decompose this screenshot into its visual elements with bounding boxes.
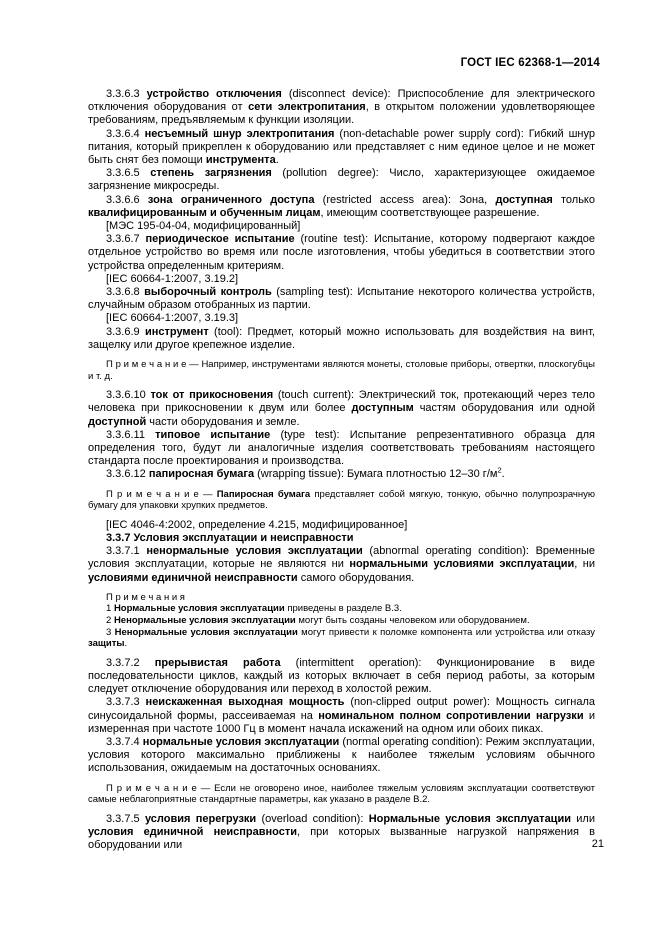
defined-term: защиты: [88, 638, 125, 650]
text-run: 3.3.6.8: [106, 286, 145, 299]
paragraph: [88, 532, 595, 545]
defined-term: доступной: [88, 415, 147, 428]
text-run: 3.3.7.4: [106, 736, 143, 749]
text-run: П р и м е ч а н и я: [106, 591, 185, 603]
paragraph: [88, 545, 595, 585]
defined-term: Папиросная бумага: [216, 488, 311, 500]
paragraph: [88, 233, 595, 273]
text-run: 3.3.6.3: [106, 88, 147, 100]
text-run: могут быть созданы человеком или оборудованием.: [295, 615, 530, 627]
defined-term: Ненормальные условия эксплуатации: [114, 626, 298, 638]
defined-term: условия перегрузки: [144, 812, 257, 825]
text-run: (restricted access area): Зона,: [314, 193, 496, 206]
text-run: (sampling test): Испытание некоторого количества устройств, случайным образом отобранных из партии.: [88, 286, 596, 312]
text-run: [IEC 4046-4:2002, определение 4.215, модифицированное]: [106, 518, 408, 531]
text-run: 3.3.7.5: [106, 812, 145, 825]
defined-term: квалифицированным и обученным лицам: [88, 206, 321, 219]
defined-term: выборочный контроль: [144, 286, 272, 299]
text-run: .: [275, 154, 279, 167]
paragraph: [88, 783, 595, 806]
text-run: (pollution degree): Число, характеризующее ожидаемое загрязнение микросреды.: [88, 167, 595, 193]
text-run: (disconnect device): Приспособление для электрического отключения оборудования от: [88, 88, 595, 114]
defined-term: Нормальные условия эксплуатации: [368, 812, 571, 825]
text-run: , имеющим соответствующее разрешение.: [320, 206, 540, 219]
defined-term: инструмента: [205, 154, 276, 167]
defined-term: несъемный шнур электропитания: [144, 127, 335, 140]
paragraph: [88, 696, 595, 736]
text-run: (tool): Предмет, который можно использовать для воздействия на винт, защелку или другое крепежное изделие.: [88, 325, 595, 351]
text-run: [IEC 60664-1:2007, 3.19.2]: [106, 272, 239, 285]
text-run: 3.3.6.11: [106, 428, 156, 441]
defined-term: прерывистая работа: [154, 656, 281, 669]
paragraph: [88, 627, 595, 650]
page-number: 21: [591, 838, 604, 850]
text-run: приведены в разделе В.3.: [284, 603, 402, 615]
defined-term: номинальном полном сопротивлении нагрузки: [318, 709, 584, 722]
paragraph: [88, 167, 595, 193]
text-run: 3.3.6.4: [106, 127, 145, 140]
text-run: , ни: [574, 558, 596, 571]
defined-term: зона ограниченного доступа: [147, 193, 315, 206]
paragraph: [88, 736, 595, 776]
defined-term: сети электропитания: [248, 101, 366, 114]
text-run: 3.3.6.7: [106, 233, 146, 246]
defined-term: доступная: [495, 193, 553, 206]
text-run: могут привести к поломке компонента или устройства или отказу: [297, 626, 595, 638]
paragraph: [88, 128, 595, 168]
text-run: самого оборудования.: [297, 571, 415, 584]
text-run: 2: [106, 615, 114, 627]
text-run: (normal operating condition): Режим эксплуатации, условия которого максимально приближены к наиболее тяжелым условиям обычного использования, ожидаемым на достаточных основаниях.: [88, 736, 595, 775]
text-run: только: [552, 193, 595, 206]
text-run: (intermittent operation): Функционирование в виде последовательности циклов, каждый из которых включает в себя период работы, за которым следует отключение оборудования или переход в холостой режим.: [88, 656, 595, 696]
text-run: (non-clipped output power): Мощность сигнала синусоидальной формы, рассеиваемая на: [88, 696, 596, 722]
text-run: 3: [106, 626, 115, 638]
text-run: (routine test): Испытание, которому подвергают каждое отдельное устройство во время или после изготовления, чтобы убедиться в соответствии этого устройства определенным критериям.: [88, 233, 595, 272]
text-run: (non-detachable power supply cord): Гибкий шнур питания, который прикреплен к оборудованию или представляет с ним единое целое и не может быть снят без помощи: [88, 127, 595, 167]
defined-term: нормальными условиями эксплуатации: [349, 558, 575, 571]
text-run: (overload condition):: [256, 812, 369, 825]
paragraph: [88, 657, 595, 697]
text-run: 3.3.6.10: [106, 389, 151, 402]
paragraph: [88, 465, 595, 481]
paragraph: [88, 273, 595, 286]
defined-term: Ненормальные условия эксплуатации: [113, 615, 296, 627]
paragraph: [88, 88, 595, 128]
defined-term: инструмент: [144, 325, 209, 338]
text-run: П р и м е ч а н и е — Если не оговорено иное, наиболее тяжелым условиям эксплуатации соответствуют самые неблагоприятные стандартные параметры, как указано в разделе В.2.: [88, 782, 595, 806]
text-run: 2: [497, 465, 502, 475]
text-run: 3.3.6.5: [106, 167, 151, 180]
text-run: 3.3.7.2: [106, 656, 155, 669]
defined-term: Нормальные условия эксплуатации: [113, 603, 285, 615]
text-run: , при которых вызванные нагрузкой напряжения в оборудовании или: [88, 826, 595, 852]
paragraph: [88, 286, 595, 312]
paragraph: [88, 326, 595, 352]
defined-term: неискаженная выходная мощность: [145, 696, 345, 709]
text-run: части оборудования и земле.: [146, 415, 300, 428]
text-run: 3.3.6.9: [106, 325, 145, 338]
document-body: [88, 88, 595, 852]
text-run: или: [570, 812, 595, 825]
text-run: (abnormal operating condition): Временные условия эксплуатации, которые не являются ни: [88, 545, 596, 571]
paragraph: [88, 429, 595, 469]
text-run: [IEC 60664-1:2007, 3.19.3]: [106, 312, 239, 325]
text-run: 3.3.6.12: [106, 468, 149, 481]
running-header: ГОСТ IEC 62368-1—2014: [460, 57, 600, 69]
text-run: частям оборудования или одной: [413, 402, 595, 415]
defined-term: доступным: [351, 402, 414, 415]
text-run: представляет собой мягкую, тонкую, обычно полупрозрачную бумагу для упаковки хрупких предметов.: [88, 488, 595, 512]
defined-term: нормальные условия эксплуатации: [142, 736, 340, 749]
defined-term: степень загрязнения: [150, 167, 272, 180]
defined-term: типовое испытание: [155, 428, 271, 441]
defined-term: периодическое испытание: [145, 233, 295, 246]
paragraph: [88, 389, 595, 429]
paragraph: [88, 592, 595, 604]
text-run: П р и м е ч а н и е — Например, инструментами являются монеты, столовые приборы, отвертки, плоскогубцы и т. д.: [88, 359, 595, 382]
text-run: 3.3.7.1: [106, 545, 147, 558]
defined-term: устройство отключения: [146, 88, 282, 100]
paragraph: [88, 489, 595, 512]
text-run: (type test): Испытание репрезентативного образца для определения того, будут ли аналогичные изделия соответствовать требованиям настоящего стандарта после проектирования и производства.: [88, 428, 596, 468]
defined-term: ненормальные условия эксплуатации: [146, 545, 363, 558]
defined-term: условия единичной неисправности: [88, 826, 297, 839]
text-run: .: [124, 638, 128, 650]
text-run: , в открытом положении удовлетворяющее требованиям, предъявляемым к функции изоляции.: [88, 101, 596, 127]
paragraph: [88, 312, 595, 325]
text-run: П р и м е ч а н и е —: [106, 488, 217, 500]
defined-term: папиросная бумага: [148, 468, 255, 481]
defined-term: ток от прикосновения: [150, 389, 274, 402]
paragraph: [88, 615, 595, 627]
text-run: 1: [106, 603, 114, 615]
defined-term: условиями единичной неисправности: [88, 571, 298, 584]
text-run: 3.3.7 Условия эксплуатации и неисправности: [106, 532, 354, 545]
text-run: .: [501, 468, 505, 481]
text-run: 3.3.6.6: [106, 193, 148, 206]
paragraph: [88, 359, 595, 382]
paragraph: [88, 603, 595, 615]
text-run: 3.3.7.3: [106, 696, 146, 709]
text-run: (wrapping tissue): Бумага плотностью 12–30 г/м: [254, 468, 498, 481]
text-run: (touch current): Электрический ток, протекающий через тело человека при прикосновении к двум или более: [88, 389, 595, 415]
paragraph: [88, 194, 595, 220]
paragraph: [88, 220, 595, 233]
paragraph: [88, 519, 595, 532]
text-run: [МЭС 195-04-04, модифицированный]: [106, 220, 301, 233]
text-run: и измеренная при частоте 1000 Гц в момент начала искажений на одном или обоих пиках.: [88, 709, 596, 735]
